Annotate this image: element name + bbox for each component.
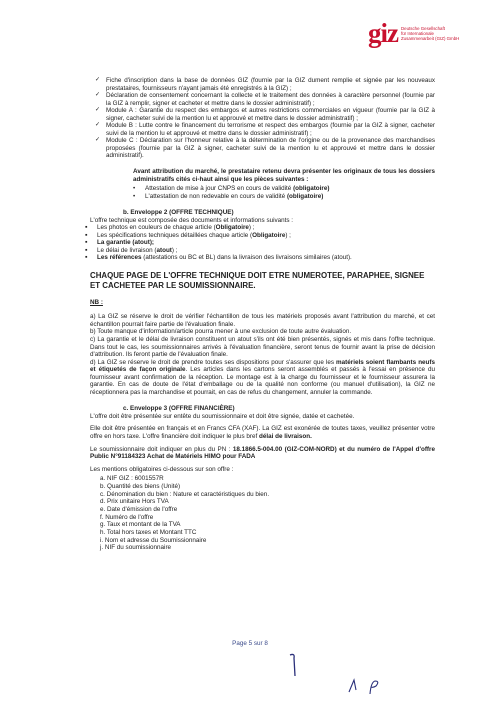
- list-item: j. NIF du soumissionnaire: [100, 544, 172, 552]
- page-number: Page 5 sur 8: [232, 640, 268, 647]
- giz-logo: [368, 18, 491, 48]
- checkmark-icon: ✓: [95, 77, 101, 83]
- envelope2-heading: b. Enveloppe 2 (OFFRE TECHNIQUE): [123, 209, 234, 217]
- envelope2-intro: L'offre technique est composée des documents et informations suivants :: [90, 216, 294, 224]
- envelope3-section: [90, 413, 435, 552]
- checklist-item: ✓ Module B : Lutte contre le financement du terrorisme et respect des embargos (fournie par la GIZ à signer, cacheter suivi de la mention lu et approuvé et mettre dans le dossier administratif) ;: [95, 122, 435, 137]
- list-item: ▪ La garantie (atout);: [85, 239, 155, 247]
- note-d: d) La GIZ se réserve le droit de prendre toutes ses dispositions pour s'assurer que les matériels soient flambants neufs et étiquetés de façon originale. Les articles dans les cartons seront assemblés et passés à l'essai en présence du fournisseur avant confirmation de la réception. Le montage est à la charge du fournisseur et le fournisseur assurera la garantie. En cas de doute de l'état d'emballage ou de la qualité non conforme (ou manuel d'utilisation), la GIZ ne réceptionnera pas la marchandise et pourrait, en cas de refus du changement, annuler la commande.: [90, 358, 435, 396]
- list-item: h. Total hors taxes et Montant TTC: [100, 528, 197, 536]
- list-item: ▪ Les références (attestations ou BC et BL) dans la livraison des livraisons similaires (atout).: [85, 254, 352, 262]
- attribution-list: [133, 185, 435, 200]
- logo-text: [401, 26, 491, 41]
- logo-line: für Internationale: [401, 31, 434, 37]
- envelope2-list: [85, 224, 435, 262]
- document-body: [85, 77, 435, 552]
- admin-checklist: [95, 77, 435, 160]
- list-item: a. NIF GIZ : 6001557R: [100, 475, 164, 483]
- handwritten-initial: [286, 652, 302, 678]
- checklist-item: ✓ Module A : Garantie du respect des embargos et autres restrictions commerciales en vigueur (fournie par la GIZ à signer, cacheter suivi de la mention lu et approuvé et mettre dans le dossier administratif) ;: [95, 107, 435, 122]
- checkmark-icon: ✓: [95, 122, 101, 129]
- list-item: • Attestation de mise à jour CNPS en cours de validité (obligatoire): [133, 185, 330, 193]
- nb-notes: [90, 313, 435, 396]
- financial-p4: Les mentions obligatoires ci-dessous sur son offre :: [90, 465, 234, 473]
- mandatory-mentions-list: [100, 475, 435, 552]
- nb-label: NB :: [90, 298, 103, 306]
- checkmark-icon: ✓: [95, 107, 101, 114]
- logo-mark: giz: [368, 18, 398, 48]
- checklist-item: ✓ Déclaration de consentement concernant la collecte et le traitement des données à caractère personnel (fournie par la GIZ à remplir, signer et cacheter et mettre dans le dossier administratif) ;: [95, 92, 435, 107]
- list-item: ▪ Les spécifications techniques détaillées chaque article (Obligatoire) ;: [85, 231, 291, 239]
- logo-line: Deutsche Gesellschaft: [401, 26, 445, 31]
- financial-p2: Elle doit être présentée en français et en Francs CFA (XAF). La GIZ est exonérée de toutes taxes, veuillez présenter votre offre en hors taxe. L'offre financière doit indiquer le plus bref délai de livraison.: [90, 425, 435, 440]
- technical-offer-notice: CHAQUE PAGE DE L'OFFRE TECHNIQUE DOIT ETRE NUMEROTEE, PARAPHEE, SIGNEE ET CACHETEE PAR LE SOUMISSIONNAIRE.: [90, 271, 425, 290]
- list-item: ▪ Les photos en couleurs de chaque article (Obligatoire) ;: [85, 224, 255, 232]
- financial-p1: L'offre doit être présentée sur entête du soumissionnaire et doit être signée, datée et cachetée.: [90, 412, 355, 420]
- list-item: e. Date d'émission de l'offre: [100, 505, 178, 513]
- checkmark-icon: ✓: [95, 92, 101, 99]
- logo-line: Zusammenarbeit (GIZ) GmbH: [401, 36, 460, 42]
- checkmark-icon: ✓: [95, 137, 101, 144]
- handwritten-initials: [346, 676, 386, 696]
- list-item: ▪ Le délai de livraison (atout) ;: [85, 246, 178, 254]
- note-c: c) La garantie et le délai de livraison constituent un atout s'ils ont été bien présentés, signés et mis dans l'offre technique. Dans tout le cas, les soumissionnaires arrivés à l'évaluation financière, seront tenus de fournir avant la prise de décision d'attribution. Ils feront partie de l'évaluation finale.: [90, 335, 435, 359]
- list-item: c. Dénomination du bien : Nature et caractéristiques du bien.: [100, 490, 270, 498]
- note-b: b) Toute manque d'information/article pourra mener à une exclusion de toute autre évaluation.: [90, 328, 352, 336]
- attribution-paragraph: Avant attribution du marché, le prestataire retenu devra présenter les originaux de tous les dossiers administratifs cités ci-haut ainsi que les pièces suivantes :: [133, 168, 435, 183]
- financial-p3: Le soumissionnaire doit indiquer en plus du PN : 18.1866.5-004.00 (GIZ-COM-NORD) et du numéro de l'Appel d'offre Public N°91184323 Achat de Matériels HIMO pour FADA: [90, 445, 435, 461]
- list-item: f. Numéro de l'offre: [100, 513, 154, 521]
- list-item: d. Prix unitaire Hors TVA: [100, 498, 169, 506]
- list-item: g. Taux et montant de la TVA: [100, 521, 181, 529]
- list-item: • L'attestation de non redevable en cours de validité (obligatoire): [133, 192, 324, 200]
- list-item: b. Quantité des biens (Unité): [100, 482, 181, 490]
- envelope3-heading: c. Enveloppe 3 (OFFRE FINANCIÈRE): [123, 405, 235, 413]
- checklist-item: ✓ Fiche d'inscription dans la base de données GIZ (fournie par la GIZ dument remplie et signée par les nouveaux prestataires, fournisseurs n'ayant jamais été enregistrés à la GIZ) ;: [95, 77, 435, 92]
- note-a: a) La GIZ se réserve le droit de vérifier l'échantillon de tous les matériels proposés avant l'attribution du marché, et cet échantillon pourrait faire partie de l'évaluation finale.: [90, 313, 435, 328]
- checklist-item: ✓ Module C : Déclaration sur l'honneur relative à la détermination de l'origine ou de la provenance des marchandises proposées (fournie par la GIZ à signer, cacheter suivi de la mention lu et approuvé et mettre dans le dossier administratif).: [95, 137, 435, 160]
- list-item: i. Nom et adresse du Soumissionnaire: [100, 536, 207, 544]
